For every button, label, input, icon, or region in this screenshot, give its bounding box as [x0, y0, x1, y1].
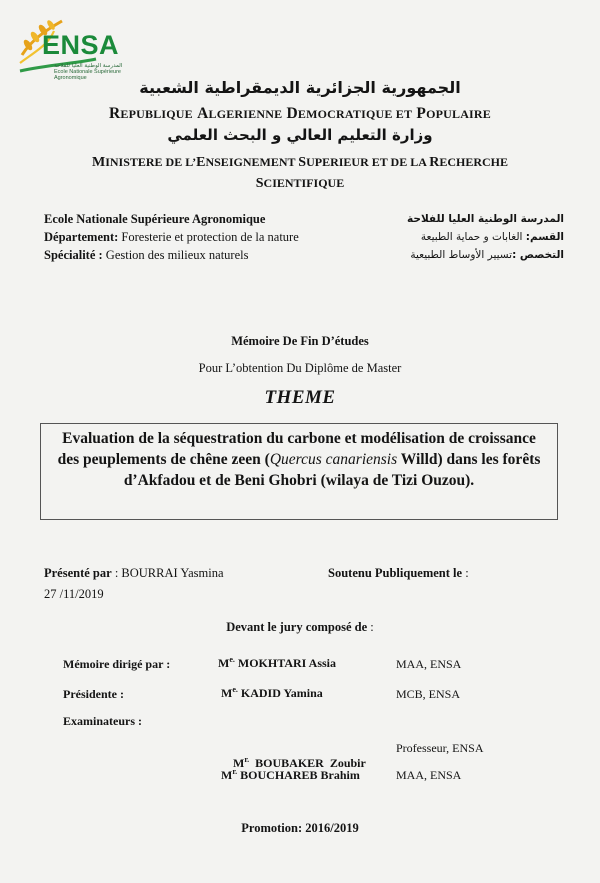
jury-member-name: $M^{r.}$ BOUCHAREB Brahim [221, 767, 360, 782]
presented-by [44, 566, 224, 581]
logo-subtitle-ar: المدرسة الوطنية العليا للفلاحة [54, 63, 123, 69]
jury-member-grade: Professeur, ENSA [396, 741, 484, 755]
jury-role-director: Mémoire dirigé par : [63, 657, 171, 671]
promotion: Promotion: 2016/2019 [241, 821, 359, 835]
defended-label: Soutenu Publiquement le [328, 566, 463, 580]
speciality-fr [44, 248, 248, 263]
jury-role-president: Présidente : [63, 687, 124, 701]
republic-ar: الجمهورية الجزائرية الديمقراطية الشعبية [139, 78, 461, 97]
department-fr [44, 230, 299, 245]
jury-member-name: $M^{e.}$ KADID Yamina [221, 685, 323, 700]
memoire-title: Mémoire De Fin D’études [231, 334, 369, 348]
jury-member-name: $M^{r.}$ BOUBAKER Zoubir [233, 755, 366, 770]
speciality-ar [410, 249, 564, 261]
defended-colon: : [462, 566, 469, 580]
republic-fr: REPUBLIQUE ALGERIENNE DEMOCRATIQUE ET POPULAIRE [108, 105, 492, 122]
defended-on [328, 566, 469, 581]
department-ar-label: القسم: [525, 231, 564, 243]
jury-member-name: $M^{e.}$ MOKHTARI Assia [218, 655, 337, 670]
memoire-subtitle: Pour L’obtention Du Diplôme de Master [198, 361, 402, 375]
species-name: Quercus canariensis [269, 451, 398, 468]
speciality-ar-label: التخصص : [512, 249, 564, 261]
jury-member-grade: MCB, ENSA [396, 687, 461, 701]
speciality-label: Spécialité : [44, 248, 103, 262]
presented-value: : BOURRAI Yasmina [111, 566, 224, 580]
ministry-ar: وزارة التعليم العالي و البحث العلمي [167, 126, 433, 144]
school-name-ar: المدرسة الوطنية العليا للفلاحة [407, 213, 564, 225]
jury-member-grade: MAA, ENSA [396, 768, 462, 782]
theme-title [52, 428, 546, 491]
speciality-ar-value: تسيير الأوساط الطبيعية [410, 249, 513, 261]
jury-heading-colon: : [367, 620, 374, 634]
department-ar [421, 231, 564, 243]
theme-label: THEME [264, 387, 336, 408]
defense-date: 27 /11/2019 [44, 587, 104, 601]
department-label: Département: [44, 230, 119, 244]
speciality-value: Gestion des milieux naturels [102, 248, 249, 262]
ministry-fr: MINISTERE DE L’ENSEIGNEMENT SUPERIEUR ET DE LA RECHERCHE SCIENTIFIQUE [91, 155, 509, 191]
logo-subtitle-fr: Ecole Nationale Supérieure Agronomique [54, 69, 121, 81]
logo-title: ENSA [42, 30, 120, 60]
theme-part1: Evaluation de la séquestration du carbone et modélisation de croissance des peuplements de chêne zeen ( [57, 430, 536, 468]
school-name-fr: Ecole Nationale Supérieure Agronomique [44, 212, 266, 226]
jury-heading [0, 620, 600, 635]
jury-member-grade: MAA, ENSA [396, 657, 462, 671]
department-ar-value: الغابات و حماية الطبيعة [420, 231, 526, 243]
department-value: Foresterie et protection de la nature [118, 230, 299, 244]
presented-label: Présenté par [44, 566, 112, 580]
jury-heading-label: Devant le jury composé de [226, 620, 368, 634]
theme-part2: Willd) dans les forêts d’Akfadou et de Beni Ghobri (wilaya de Tizi Ouzou). [123, 451, 541, 489]
jury-role-examiners: Examinateurs : [63, 714, 142, 728]
